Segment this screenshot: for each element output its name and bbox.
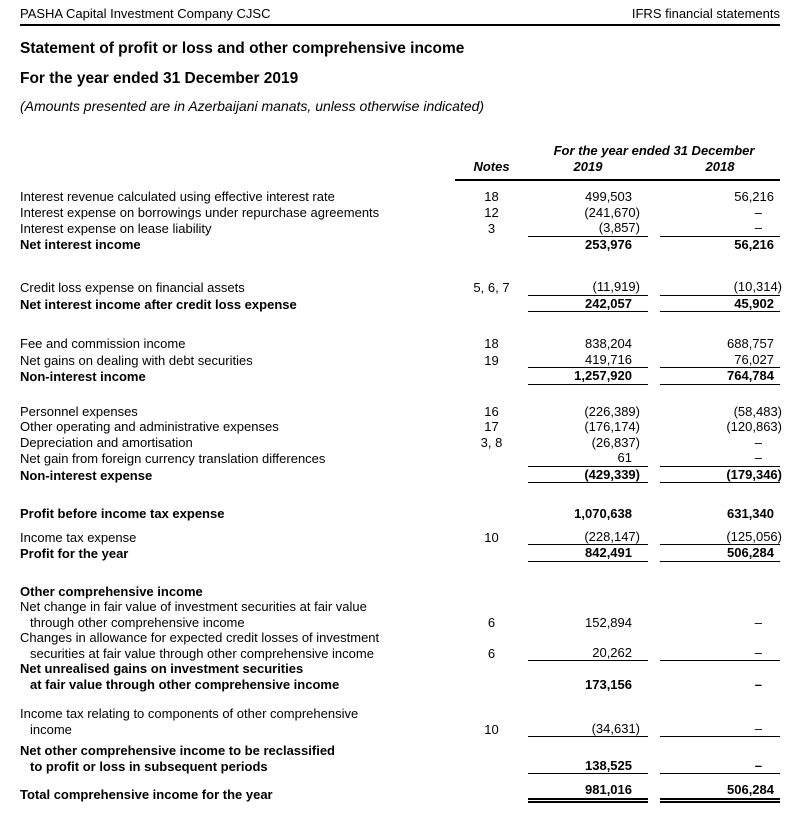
value-2018-cell: (125,056) xyxy=(660,529,780,546)
table-row xyxy=(20,352,780,369)
value-2018-cell: 506,284 xyxy=(660,545,780,562)
value-2019-cell: 419,716 xyxy=(528,352,648,369)
table-row xyxy=(20,336,780,352)
table-row xyxy=(20,404,780,420)
column-headers-row xyxy=(455,159,780,175)
value-2019-cell: 981,016 xyxy=(528,782,648,803)
table-row xyxy=(20,205,780,221)
value-2018-cell: 76,027 xyxy=(660,352,780,369)
value-2019-cell: (226,389) xyxy=(584,403,640,419)
notes-cell: 10 xyxy=(484,529,499,545)
row-label: Income tax relating to components of other comprehensive income xyxy=(20,706,359,737)
page-running-header xyxy=(20,5,780,22)
row-label: Changes in allowance for expected credit losses of investment securities at fair value through other comprehensive income xyxy=(20,630,380,661)
notes-cell: 3, 8 xyxy=(480,434,503,450)
row-label: Other operating and administrative expenses xyxy=(20,419,279,434)
table-row xyxy=(20,743,780,774)
value-2018-cell: – xyxy=(660,645,780,662)
value-2018-cell: 56,216 xyxy=(734,189,774,204)
row-label: Net interest income xyxy=(20,236,141,252)
row-label: Interest revenue calculated using effective interest rate xyxy=(20,189,335,204)
value-2018-cell: – xyxy=(660,220,780,237)
value-2019-cell: 253,976 xyxy=(585,236,632,252)
value-2019-cell: (26,837) xyxy=(591,434,640,450)
value-2018-cell: (120,863) xyxy=(726,419,782,434)
row-label: Profit for the year xyxy=(20,546,129,561)
value-2018-cell: – xyxy=(660,758,780,775)
row-label: Total comprehensive income for the year xyxy=(20,787,273,802)
row-label: Net unrealised gains on investment securities at fair value through other comprehensive income xyxy=(20,661,340,692)
row-label: Income tax expense xyxy=(20,529,137,545)
table-row xyxy=(20,237,780,253)
row-label: Non-interest expense xyxy=(20,467,153,483)
value-2019-cell: (3,857) xyxy=(528,220,648,237)
row-label: Profit before income tax expense xyxy=(20,506,225,521)
table-row xyxy=(20,706,780,737)
value-2018-cell: 56,216 xyxy=(734,236,774,252)
amounts-note: (Amounts presented are in Azerbaijani manats, unless otherwise indicated) xyxy=(20,98,485,114)
table-row xyxy=(20,529,780,546)
row-label: Net interest income after credit loss expense xyxy=(20,296,297,312)
table-row xyxy=(20,467,780,484)
statement-period: For the year ended 31 December 2019 xyxy=(20,70,299,87)
notes-cell: 6 xyxy=(487,645,496,661)
value-2019-cell: (176,174) xyxy=(584,419,640,434)
row-label: Interest expense on borrowings under repurchase agreements xyxy=(20,204,380,220)
notes-cell: 6 xyxy=(487,614,496,630)
value-2018-cell: – xyxy=(754,676,762,692)
table-row xyxy=(20,189,780,205)
table-row xyxy=(20,506,780,522)
table-header-group xyxy=(455,143,780,181)
table-row xyxy=(20,545,780,562)
value-2019-cell: (34,631) xyxy=(528,721,648,738)
row-label: Net change in fair value of investment securities at fair value through other comprehensive income xyxy=(20,599,367,630)
value-2018-cell: – xyxy=(754,434,762,450)
notes-cell: 17 xyxy=(484,419,499,434)
value-2019-cell: 152,894 xyxy=(585,614,632,630)
notes-cell: 16 xyxy=(484,403,499,419)
value-2018-cell: – xyxy=(754,204,762,220)
value-2019-cell: (11,919) xyxy=(528,279,648,296)
row-label: Net gains on dealing with debt securities xyxy=(20,352,253,368)
row-label: Interest expense on lease liability xyxy=(20,221,212,236)
value-2019-cell: 61 xyxy=(528,450,648,467)
table-row xyxy=(20,279,780,296)
notes-cell: 18 xyxy=(484,336,499,351)
doc-type-label: IFRS financial statements xyxy=(631,6,780,21)
value-2018-cell: 506,284 xyxy=(660,782,780,803)
label-column-spacer xyxy=(20,143,455,181)
notes-cell: 10 xyxy=(484,721,499,737)
value-2019-cell: (429,339) xyxy=(528,467,648,484)
row-label: Other comprehensive income xyxy=(20,583,203,599)
statement-rows xyxy=(20,189,780,803)
company-name: PASHA Capital Investment Company CJSC xyxy=(20,6,271,21)
table-row xyxy=(20,296,780,313)
header-divider xyxy=(20,24,780,26)
value-2018-cell: (10,314) xyxy=(660,279,780,296)
value-2019-cell: (241,670) xyxy=(584,204,640,220)
value-2019-cell: 1,257,920 xyxy=(528,368,648,385)
table-row xyxy=(20,584,780,600)
value-2018-cell: – xyxy=(660,721,780,738)
notes-cell: 18 xyxy=(484,189,499,204)
value-2018-cell: 764,784 xyxy=(660,368,780,385)
value-2018-cell: (179,346) xyxy=(660,467,780,484)
value-2018-cell: 45,902 xyxy=(660,296,780,313)
value-2019-cell: 842,491 xyxy=(528,545,648,562)
row-label: Non-interest income xyxy=(20,369,146,384)
notes-cell: 3 xyxy=(487,221,496,236)
notes-cell: 12 xyxy=(484,204,499,220)
value-2018-cell: – xyxy=(754,614,762,630)
value-2019-cell: 1,070,638 xyxy=(574,506,632,521)
year-2018-header: 2018 xyxy=(705,158,735,174)
value-2019-cell: 838,204 xyxy=(585,336,632,351)
row-label: Fee and commission income xyxy=(20,336,186,351)
value-2018-cell: 688,757 xyxy=(727,336,774,351)
value-2018-cell: 631,340 xyxy=(727,506,774,521)
table-row xyxy=(20,630,780,661)
notes-cell: 5, 6, 7 xyxy=(473,280,510,295)
value-2019-cell: 499,503 xyxy=(585,189,632,204)
row-label: Net other comprehensive income to be reclassified to profit or loss in subsequent periods xyxy=(20,743,335,774)
value-2019-cell: 173,156 xyxy=(585,676,632,692)
table-row xyxy=(20,450,780,467)
row-label: Credit loss expense on financial assets xyxy=(20,280,245,295)
notes-column-header: Notes xyxy=(473,158,510,174)
table-header xyxy=(20,143,780,181)
table-row xyxy=(20,220,780,237)
value-2018-cell: – xyxy=(660,450,780,467)
year-2019-header: 2019 xyxy=(573,158,603,174)
value-2019-cell: (228,147) xyxy=(528,529,648,546)
row-label: Depreciation and amortisation xyxy=(20,434,193,450)
statement-table xyxy=(20,143,780,803)
value-2018-cell: (58,483) xyxy=(733,403,782,419)
row-label: Net gain from foreign currency translation differences xyxy=(20,451,326,466)
value-2019-cell: 242,057 xyxy=(528,296,648,313)
table-row xyxy=(20,782,780,803)
table-row xyxy=(20,368,780,385)
table-row xyxy=(20,419,780,435)
notes-cell: 19 xyxy=(484,352,499,368)
row-label: Personnel expenses xyxy=(20,403,138,419)
value-2019-cell: 138,525 xyxy=(528,758,648,775)
table-row xyxy=(20,661,780,692)
statement-title: Statement of profit or loss and other comprehensive income xyxy=(20,40,465,57)
table-row xyxy=(20,599,780,630)
period-column-header: For the year ended 31 December xyxy=(553,143,755,158)
table-row xyxy=(20,435,780,451)
value-2019-cell: 20,262 xyxy=(528,645,648,662)
